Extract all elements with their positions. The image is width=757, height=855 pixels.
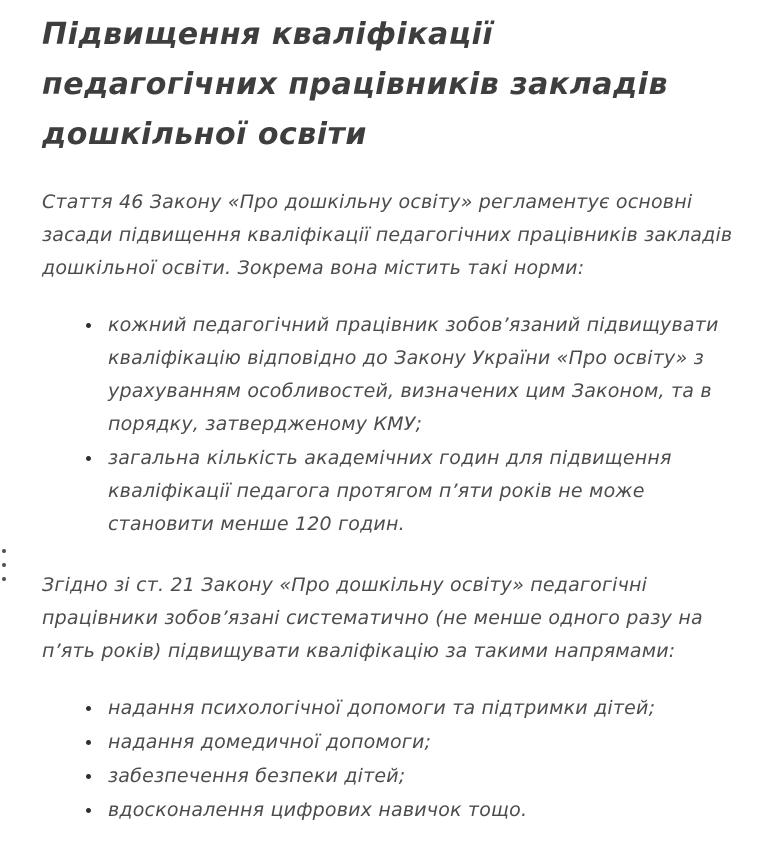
block-drag-handle-icon[interactable]	[2, 549, 12, 581]
intro-paragraph: Стаття 46 Закону «Про дошкільну освіту» регламентує основні засади підвищення кваліфікації педагогічних працівників закладів дошкільної освіти. Зокрема вона містить такі норми:	[42, 191, 733, 279]
list-item: • надання домедичної допомоги;	[103, 726, 734, 759]
list-item: • вдосконалення цифрових навичок тощо.	[103, 794, 734, 827]
list-item: • надання психологічної допомоги та підтримки дітей;	[103, 692, 734, 725]
second-paragraph: Згідно зі ст. 21 Закону «Про дошкільну освіту» педагогічні працівники зобов’язані систематично (не менше одного разу на п’ять років) підвищувати кваліфікацію за такими напрямами:	[42, 574, 703, 662]
page-title: Підвищення кваліфікації педагогічних працівників закладів дошкільної освіти	[42, 17, 668, 152]
drag-handle-dot	[2, 563, 6, 567]
directions-list	[42, 692, 734, 827]
document-content	[42, 6, 734, 855]
list-item: • кожний педагогічний працівник зобов’язаний підвищувати кваліфікацію відповідно до Закону України «Про освіту» з урахуванням особливостей, визначених цим Законом, та в порядку, затвердженому КМУ;	[103, 309, 734, 441]
drag-handle-dot	[2, 549, 6, 553]
norms-list	[42, 309, 734, 541]
list-item: • забезпечення безпеки дітей;	[103, 760, 734, 793]
list-item: • загальна кількість академічних годин для підвищення кваліфікації педагога протягом п’яти років не може становити менше 120 годин.	[103, 442, 734, 541]
drag-handle-dot	[2, 577, 6, 581]
